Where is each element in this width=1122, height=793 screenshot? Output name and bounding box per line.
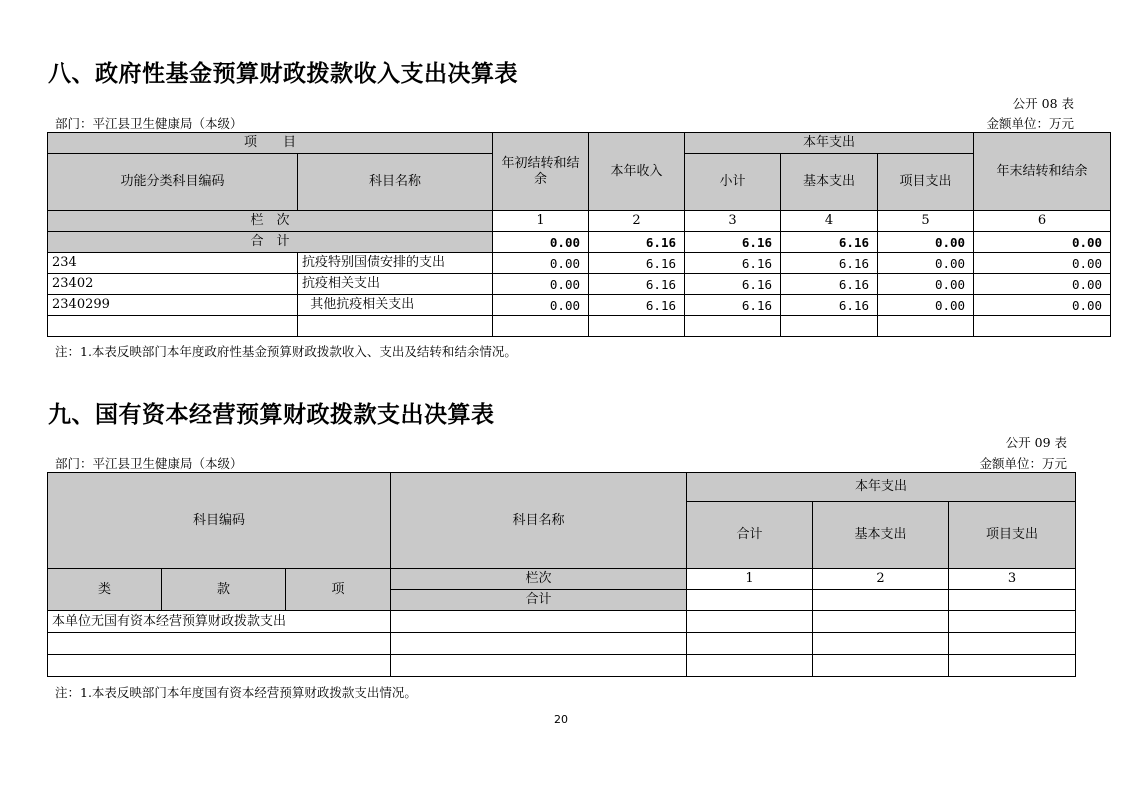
column-index: 5	[878, 211, 974, 232]
table-row	[48, 295, 1111, 316]
table8-title: 八、政府性基金预算财政拨款收入支出决算表	[48, 61, 518, 87]
total-value: 0.00	[974, 232, 1111, 253]
header-income: 本年收入	[589, 133, 685, 211]
row-value: 6.16	[781, 253, 878, 274]
row-value: 6.16	[781, 295, 878, 316]
header-basic-expense: 基本支出	[813, 502, 949, 569]
row-value: 0.00	[878, 295, 974, 316]
table9-title: 九、国有资本经营预算财政拨款支出决算表	[48, 402, 495, 428]
header-begin-balance: 年初结转和结余	[493, 133, 589, 211]
table8	[47, 132, 1111, 337]
row-name: 抗疫相关支出	[298, 274, 493, 295]
total-label: 合 计	[48, 232, 493, 253]
table-row-empty	[48, 655, 1076, 677]
header-basic-expense: 基本支出	[781, 154, 878, 211]
header-project-expense: 项目支出	[949, 502, 1076, 569]
header-name: 科目名称	[391, 473, 687, 569]
row-value: 6.16	[685, 295, 781, 316]
table8-department: 部门：平江县卫生健康局（本级）	[55, 116, 243, 131]
header-class: 类	[48, 569, 162, 611]
table9-note: 注：1.本表反映部门本年度国有资本经营预算财政拨款支出情况。	[55, 685, 417, 700]
page-number: 20	[554, 713, 568, 726]
header-code: 科目编码	[48, 473, 391, 569]
table-row	[48, 253, 1111, 274]
table-row	[48, 611, 1076, 633]
header-expense: 本年支出	[685, 133, 974, 154]
table9-unit: 金额单位：万元	[979, 456, 1067, 471]
row-value: 0.00	[878, 253, 974, 274]
header-end-balance: 年末结转和结余	[974, 133, 1111, 211]
table-row-empty	[48, 316, 1111, 337]
header-subtotal: 小计	[685, 154, 781, 211]
header-total: 合计	[687, 502, 813, 569]
table9	[47, 472, 1076, 677]
row-value: 0.00	[493, 295, 589, 316]
row-value: 6.16	[685, 253, 781, 274]
total-row	[48, 232, 1111, 253]
row-value: 0.00	[974, 274, 1111, 295]
total-value: 0.00	[878, 232, 974, 253]
table-row-empty	[48, 633, 1076, 655]
table9-form-number: 公开 09 表	[1005, 435, 1067, 450]
header-expense: 本年支出	[687, 473, 1076, 502]
column-index: 3	[949, 569, 1076, 590]
row-value: 0.00	[493, 253, 589, 274]
total-value: 6.16	[589, 232, 685, 253]
row-value: 0.00	[878, 274, 974, 295]
header-function-code: 功能分类科目编码	[48, 154, 298, 211]
header-item: 项 目	[48, 133, 493, 154]
column-index: 3	[685, 211, 781, 232]
row-text: 本单位无国有资本经营预算财政拨款支出	[48, 611, 391, 633]
total-value: 0.00	[493, 232, 589, 253]
column-index-label: 栏次	[391, 569, 687, 590]
total-label: 合计	[391, 590, 687, 611]
row-value: 0.00	[974, 253, 1111, 274]
row-value: 0.00	[493, 274, 589, 295]
column-index-label: 栏 次	[48, 211, 493, 232]
row-value: 6.16	[589, 253, 685, 274]
column-index: 2	[589, 211, 685, 232]
header-subject-name: 科目名称	[298, 154, 493, 211]
row-value: 6.16	[589, 274, 685, 295]
header-item: 项	[286, 569, 391, 611]
total-value: 6.16	[685, 232, 781, 253]
table8-unit: 金额单位：万元	[986, 116, 1074, 131]
column-index: 4	[781, 211, 878, 232]
row-value: 6.16	[589, 295, 685, 316]
row-value: 0.00	[974, 295, 1111, 316]
row-value: 6.16	[685, 274, 781, 295]
column-index: 6	[974, 211, 1111, 232]
column-index: 1	[493, 211, 589, 232]
row-code: 2340299	[48, 295, 298, 316]
column-index: 1	[687, 569, 813, 590]
column-index: 2	[813, 569, 949, 590]
row-name: 抗疫特别国债安排的支出	[298, 253, 493, 274]
table8-form-number: 公开 08 表	[1012, 96, 1074, 111]
table8-note: 注：1.本表反映部门本年度政府性基金预算财政拨款收入、支出及结转和结余情况。	[55, 344, 517, 359]
total-value: 6.16	[781, 232, 878, 253]
row-code: 23402	[48, 274, 298, 295]
table-row	[48, 274, 1111, 295]
header-section: 款	[162, 569, 286, 611]
header-project-expense: 项目支出	[878, 154, 974, 211]
row-value: 6.16	[781, 274, 878, 295]
row-name: 其他抗疫相关支出	[298, 295, 493, 316]
table9-department: 部门：平江县卫生健康局（本级）	[55, 456, 243, 471]
row-code: 234	[48, 253, 298, 274]
